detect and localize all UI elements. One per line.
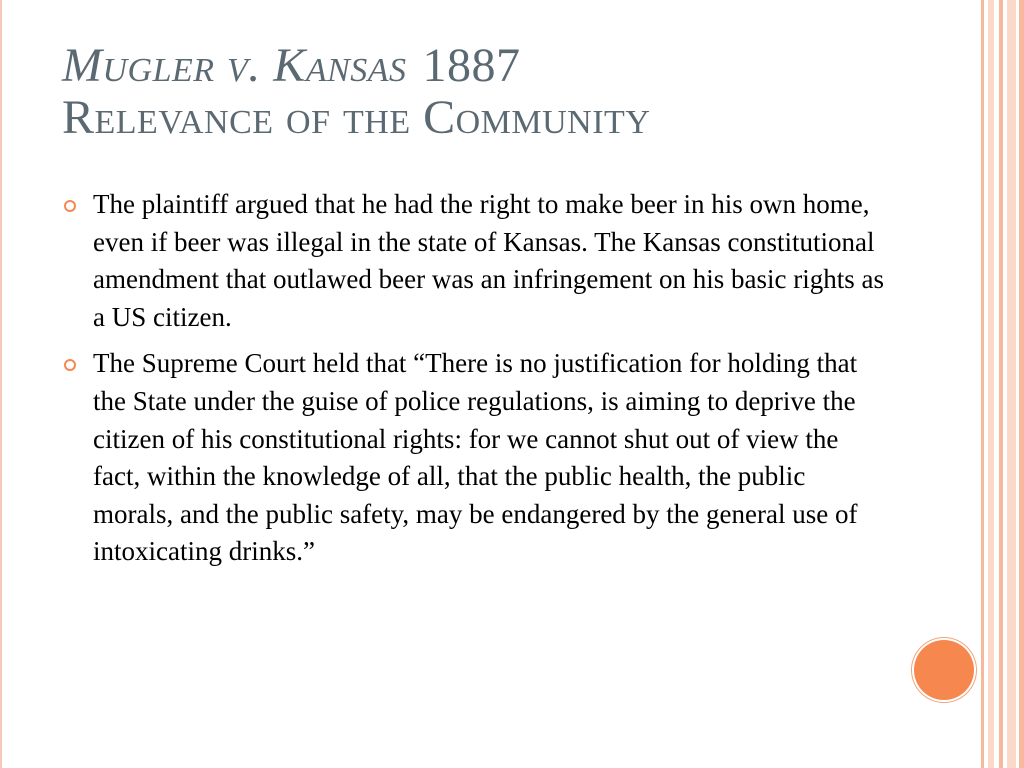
bullet-list — [62, 186, 892, 580]
slide-title — [62, 40, 962, 144]
orange-ring-bullet-icon — [64, 200, 76, 212]
title-subtitle: Relevance of the Community — [62, 91, 651, 144]
case-year: 1887 — [422, 39, 521, 92]
stripe — [981, 0, 984, 768]
stripe — [999, 0, 1003, 768]
orange-circle-decoration — [914, 640, 974, 700]
stripe — [988, 0, 994, 768]
title-line-1 — [62, 40, 962, 92]
bullet-text: The Supreme Court held that “There is no justification for holding that the State under the guise of police regulations, is aiming to deprive the citizen of his constitutional rights: for we cannot shut out of view the fact, within the knowledge of all, that the public health, the public morals, and the public safety, may be endangered by the general use of intoxicating drinks.” — [93, 348, 858, 567]
orange-ring-bullet-icon — [64, 359, 76, 371]
right-decorative-stripes — [976, 0, 1024, 768]
case-name: Mugler v. Kansas — [62, 39, 407, 92]
stripe — [1007, 0, 1016, 768]
bullet-item — [62, 345, 892, 571]
bullet-item — [62, 186, 892, 336]
bullet-text: The plaintiff argued that he had the right to make beer in his own home, even if beer was illegal in the state of Kansas. The Kansas constitutional amendment that outlawed beer was an infringement on his basic rights as a US citizen. — [93, 189, 885, 332]
stripe — [1019, 0, 1024, 768]
left-border-line — [0, 0, 2, 768]
